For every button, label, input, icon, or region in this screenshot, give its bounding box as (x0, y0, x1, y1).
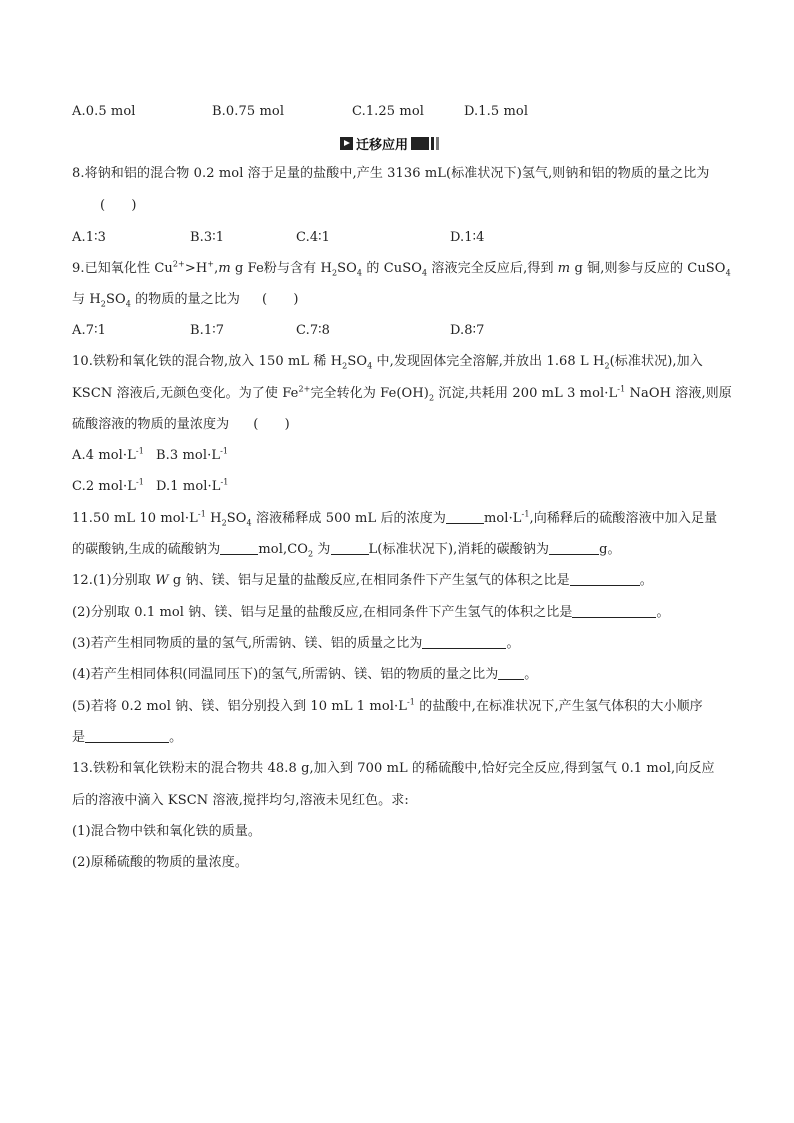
answer-blank[interactable] (570, 573, 640, 586)
option-c: C.2 $mol\cdot L^{-1}$ (72, 477, 144, 494)
option-b: B.0.75 mol (212, 104, 285, 119)
q12-part3: (3)若产生相同物质的量的氢气,所需钠、镁、铝的质量之比为 。 (72, 636, 520, 651)
q13-stem-line2: 后的溶液中滴入 KSCN 溶液,搅拌均匀,溶液未见红色。求: (72, 793, 409, 808)
q12-part2: (2)分别取 0.1 mol 钠、镁、铝与足量的盐酸反应,在相同条件下产生氢气的体积之比是 。 (72, 605, 670, 620)
q12-part1: 12.(1)分别取 W g 钠、镁、铝与足量的盐酸反应,在相同条件下产生氢气的体积之比是 。 (72, 573, 653, 588)
answer-blank[interactable] (446, 511, 484, 524)
decor-tick-icon (436, 137, 439, 150)
q9-stem-line2: 与 $H_2SO_4$ 的物质的量之比为 ( ) (72, 292, 299, 309)
q8-stem: 8.将钠和铝的混合物 0.2 mol 溶于足量的盐酸中,产生 3136 mL(标准状况下)氢气,则钠和铝的物质的量之比为 (72, 166, 710, 181)
q10-answer-paren: ( ) (253, 417, 290, 432)
q13-sub1: (1)混合物中铁和氧化铁的质量。 (72, 824, 262, 839)
answer-blank[interactable] (422, 636, 506, 649)
play-icon (340, 137, 353, 150)
q9-answer-paren: ( ) (262, 292, 299, 307)
option-a: A.7∶1 (72, 323, 106, 338)
option-c: C.1.25 mol (352, 104, 425, 119)
answer-blank[interactable] (549, 542, 599, 555)
answer-blank[interactable] (220, 542, 258, 555)
answer-blank[interactable] (572, 605, 656, 618)
q13-sub2: (2)原稀硫酸的物质的量浓度。 (72, 855, 248, 870)
decor-bar-icon (411, 137, 429, 150)
decor-tick-icon (431, 137, 434, 150)
q9-stem-line1: 9.已知氧化性 $Cu^{2+}>H^+,m$ g Fe粉与含有 $H_2SO_4$ 的 CuSO$_4$ 溶液完全反应后,得到 m g 铜,则参与反应的 CuSO$_4$ (72, 259, 731, 278)
option-d: D.8∶7 (450, 323, 485, 338)
option-d: D.1 $mol\cdot L^{-1}$ (156, 477, 229, 494)
q10-stem-line3: 硫酸溶液的物质的量浓度为 ( ) (72, 417, 290, 432)
option-c: C.7∶8 (296, 323, 331, 338)
option-b: B.3 $mol\cdot L^{-1}$ (156, 446, 229, 463)
q12-part5-line1: (5)若将 0.2 mol 钠、镁、铝分别投入到 10 mL 1 $mol\cdot L^{-1}$ 的盐酸中,在标准状况下,产生氢气体积的大小顺序 (72, 697, 703, 714)
option-a: A.0.5 mol (72, 104, 136, 119)
q10-stem-line1: 10.铁粉和氧化铁的混合物,放入 150 mL 稀 $H_2SO_4$ 中,发现固体完全溶解,并放出 1.68 L $H_2$(标准状况),加入 (72, 354, 703, 371)
answer-blank[interactable] (331, 542, 369, 555)
q10-stem-line2: KSCN 溶液后,无颜色变化。为了使 $Fe^{2+}$完全转化为 $Fe(OH)_2$ 沉淀,共耗用 200 mL 3 $mol\cdot L^{-1}$ NaOH 溶液,则原 (72, 384, 732, 403)
q11-stem-line2: 的碳酸钠,生成的硫酸钠为 $mol,CO_2$ 为 L(标准状况下),消耗的碳酸钠为 g。 (72, 542, 621, 559)
answer-blank[interactable] (85, 730, 169, 743)
option-a: A.1∶3 (72, 230, 106, 245)
q12-part5-line2: 是 。 (72, 730, 183, 745)
q11-stem-line1: 11.50 mL 10 $mol\cdot L^{-1}$ $H_2SO_4$ 溶液稀释成 500 mL 后的浓度为 $mol\cdot L^{-1}$,向稀释后的硫酸溶液中加入足量 (72, 509, 718, 528)
answer-blank[interactable] (498, 667, 524, 680)
option-b: B.1∶7 (190, 323, 225, 338)
option-b: B.3∶1 (190, 230, 225, 245)
option-c: C.4∶1 (296, 230, 331, 245)
q12-part4: (4)若产生相同体积(同温同压下)的氢气,所需钠、镁、铝的物质的量之比为 。 (72, 667, 538, 682)
section-title: 迁移应用 (356, 137, 409, 153)
q13-stem-line1: 13.铁粉和氧化铁粉末的混合物共 48.8 g,加入到 700 mL 的稀硫酸中,恰好完全反应,得到氢气 0.1 mol,向反应 (72, 761, 715, 776)
option-d: D.1.5 mol (464, 104, 529, 119)
option-a: A.4 $mol\cdot L^{-1}$ (72, 446, 144, 463)
option-d: D.1∶4 (450, 230, 485, 245)
q8-answer-paren: ( ) (100, 198, 137, 213)
section-header (340, 134, 439, 152)
